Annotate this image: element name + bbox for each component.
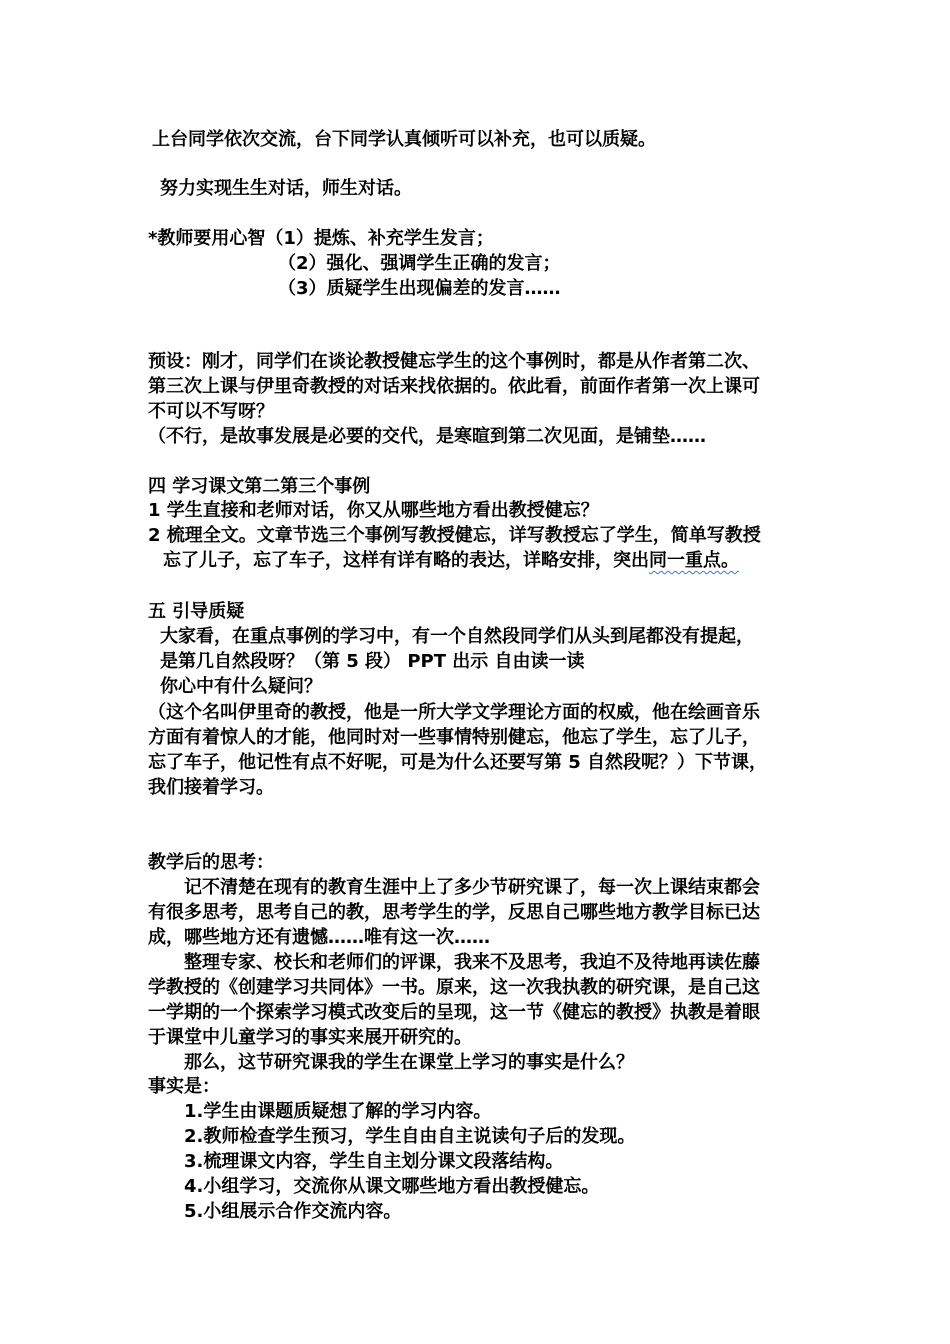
section-5-line-6: 忘了车子，他记性有点不好呢，可是为什么还要写第 5 自然段呢？）下节课， xyxy=(148,752,768,773)
section-5-line-7: 我们接着学习。 xyxy=(148,777,274,798)
reflection-p1-line-1: 记不清楚在现有的教育生涯中上了多少节研究课了，每一次上课结束都会 xyxy=(184,877,760,898)
reflection-p2-line-1: 整理专家、校长和老师们的评课，我来不及思考，我迫不及待地再读佐藤 xyxy=(184,952,760,973)
reflection-p2-line-3: 一学期的一个探索学习模式改变后的呈现，这一节《健忘的教授》执教是着眼 xyxy=(148,1002,760,1023)
reflection-p3: 那么，这节研究课我的学生在课堂上学习的事实是什么？ xyxy=(184,1052,634,1073)
fact-item-1: 1.学生由课题质疑想了解的学习内容。 xyxy=(184,1101,492,1122)
teacher-wisdom-lead: *教师要用心智（1）提炼、补充学生发言； xyxy=(148,228,494,249)
preset-line-1: 预设：刚才，同学们在谈论教授健忘学生的这个事例时，都是从作者第二次、 xyxy=(148,351,760,372)
preset-line-4: （不行，是故事发展是必要的交代，是寒暄到第二次见面，是铺垫…… xyxy=(148,426,706,447)
section-4-item-1: 1 学生直接和老师对话，你又从哪些地方看出教授健忘？ xyxy=(148,500,599,521)
fact-item-2: 2.教师检查学生预习，学生自由自主说读句子后的发现。 xyxy=(184,1126,636,1147)
section-5-line-3: 你心中有什么疑问？ xyxy=(160,676,322,697)
section-5-heading: 五 引导质疑 xyxy=(148,601,245,622)
preset-line-3: 不可以不写呀？ xyxy=(148,401,274,422)
fact-item-5: 5.小组展示合作交流内容。 xyxy=(184,1201,402,1222)
section-4-item-2-line-2-text: 忘了儿子，忘了车子，这样有详有略的表达，详略安排，突出 xyxy=(163,550,649,571)
paragraph-dialogue: 努力实现生生对话，师生对话。 xyxy=(160,178,412,199)
reflection-p2-line-2: 学教授的《创建学习共同体》一书。原来，这一次我执教的研究课，是自己这 xyxy=(148,977,760,998)
section-5-line-2: 是第几自然段呀？（第 5 段） PPT 出示 自由读一读 xyxy=(160,651,585,672)
section-5-line-4: （这个名叫伊里奇的教授，他是一所大学文学理论方面的权威，他在绘画音乐 xyxy=(148,702,760,723)
section-4-item-2-emphasis: 同一重点。 xyxy=(649,550,739,571)
section-4-heading: 四 学习课文第二第三个事例 xyxy=(148,476,371,497)
teacher-wisdom-item-2: （2）强化、强调学生正确的发言； xyxy=(278,253,561,274)
facts-label: 事实是： xyxy=(148,1076,220,1097)
section-4-item-2-line-1: 2 梳理全文。文章节选三个事例写教授健忘，详写教授忘了学生，简单写教授 xyxy=(148,525,761,546)
paragraph-exchange: 上台同学依次交流，台下同学认真倾听可以补充，也可以质疑。 xyxy=(152,129,656,150)
section-4-item-2-line-2 xyxy=(163,548,739,574)
reflection-p1-line-2: 有很多思考，思考自己的教，思考学生的学，反思自己哪些地方教学目标已达 xyxy=(148,902,760,923)
section-5-line-5: 方面有着惊人的才能，他同时对一些事情特别健忘，他忘了学生，忘了儿子， xyxy=(148,727,760,748)
section-5-line-1: 大家看，在重点事例的学习中，有一个自然段同学们从头到尾都没有提起， xyxy=(160,626,754,647)
teacher-wisdom-item-3: （3）质疑学生出现偏差的发言…… xyxy=(278,278,561,299)
preset-line-2: 第三次上课与伊里奇教授的对话来找依据的。依此看，前面作者第一次上课可 xyxy=(148,376,760,397)
reflection-p1-line-3: 成，哪些地方还有遗憾……唯有这一次…… xyxy=(148,927,490,948)
reflection-heading: 教学后的思考： xyxy=(148,852,274,873)
fact-item-3: 3.梳理课文内容，学生自主划分课文段落结构。 xyxy=(184,1151,564,1172)
reflection-p2-line-4: 于课堂中儿童学习的事实来展开研究的。 xyxy=(148,1027,472,1048)
fact-item-4: 4.小组学习，交流你从课文哪些地方看出教授健忘。 xyxy=(184,1176,600,1197)
